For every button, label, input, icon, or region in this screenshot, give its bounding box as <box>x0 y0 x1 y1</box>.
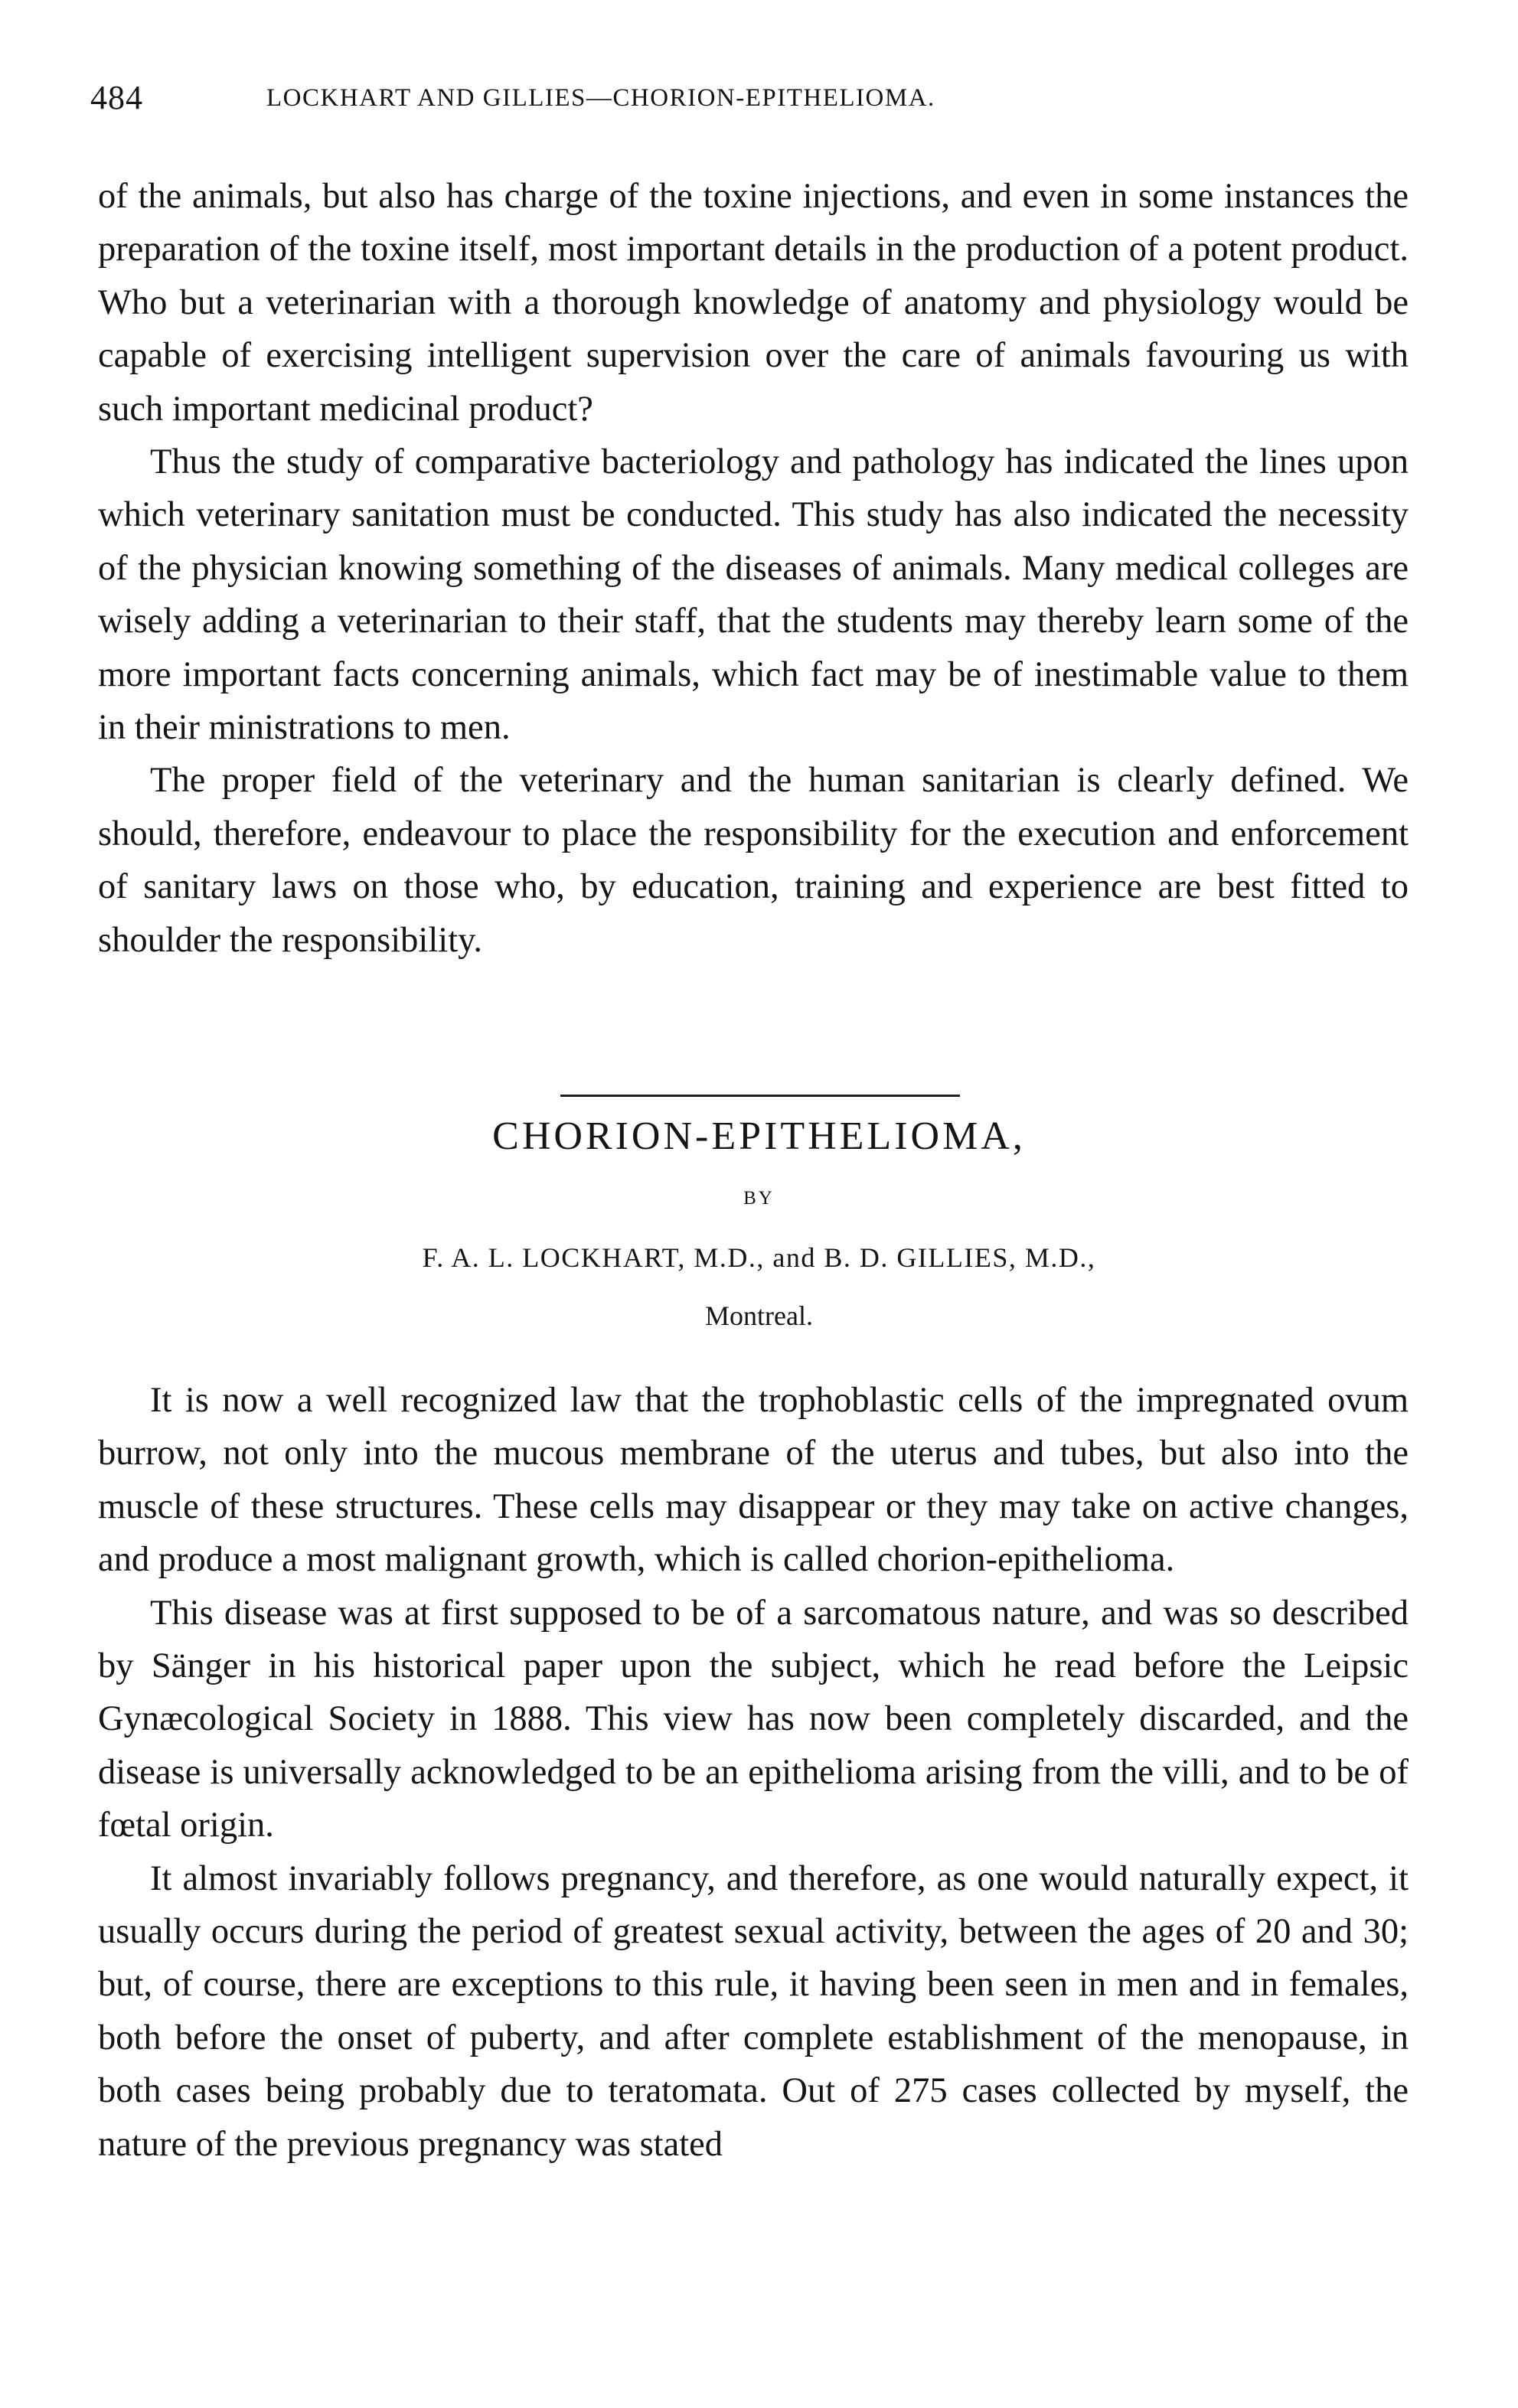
page-number: 484 <box>90 79 143 116</box>
paragraph: It almost invariably follows pregnancy, and therefore, as one would naturally expect, it usually occurs during the period of greatest sexual activity, between the ages of 20 and 30; but, of course, there are exceptions to this rule, it having been seen in men and in females, both before the onset of puberty, and after complete establishment of the menopause, in both cases being probably due to teratomata. Out of 275 cases collected by myself, the nature of the previous pregnancy was stated <box>98 1858 1409 2164</box>
article-body <box>98 1374 1409 2171</box>
running-title: LOCKHART AND GILLIES—CHORION-EPITHELIOMA. <box>266 84 935 112</box>
paragraph: The proper field of the veterinary and the human sanitarian is clearly defined. We should, therefore, endeavour to place the responsibility for the execution and enforcement of sanitary laws on those who, by education, training and experience are best fitted to shoulder the responsibility. <box>98 761 1409 960</box>
section-divider <box>560 1095 960 1097</box>
paragraph: Thus the study of comparative bacteriology and pathology has indicated the lines upon which veterinary sanitation must be conducted. This study has also indicated the necessity of the physician knowing something of the diseases of animals. Many medical colleges are wisely adding a veterinarian to their staff, that the students may thereby learn some of the more important facts concerning animals, which fact may be of inestimable value to them in their ministrations to men. <box>98 442 1409 748</box>
paragraph: It is now a well recognized law that the trophoblastic cells of the impregnated ovum burrow, not only into the mucous membrane of the uterus and tubes, but also into the muscle of these structures. These cells may disappear or they may take on active changes, and produce a most malignant growth, which is called chorion-epithelioma. <box>98 1381 1409 1580</box>
byline-by: BY <box>743 1188 775 1209</box>
paragraph: This disease was at first supposed to be of a sarcomatous nature, and was so described by Sänger in his historical paper upon the subject, which he read before the Leipsic Gynæcological Society in 1888. This view has now been completely discarded, and the disease is universally acknowledged to be an epithelioma arising from the villi, and to be of fœtal origin. <box>98 1593 1409 1845</box>
previous-article-text <box>98 170 1409 967</box>
paragraph-continuation: of the animals, but also has charge of the toxine injections, and even in some instances the preparation of the toxine itself, most important details in the production of a potent product. Who but a veterinarian with a thorough knowledge of anatomy and physiology would be capable of exercising intelligent supervision over the care of animals favouring us with such important medicinal product? <box>98 177 1409 429</box>
article-authors: F. A. L. LOCKHART, M.D., and B. D. GILLIES, M.D., <box>422 1242 1096 1273</box>
article-location: Montreal. <box>705 1300 813 1331</box>
running-head <box>90 78 1407 124</box>
article-title: CHORION-EPITHELIOMA, <box>492 1114 1026 1158</box>
